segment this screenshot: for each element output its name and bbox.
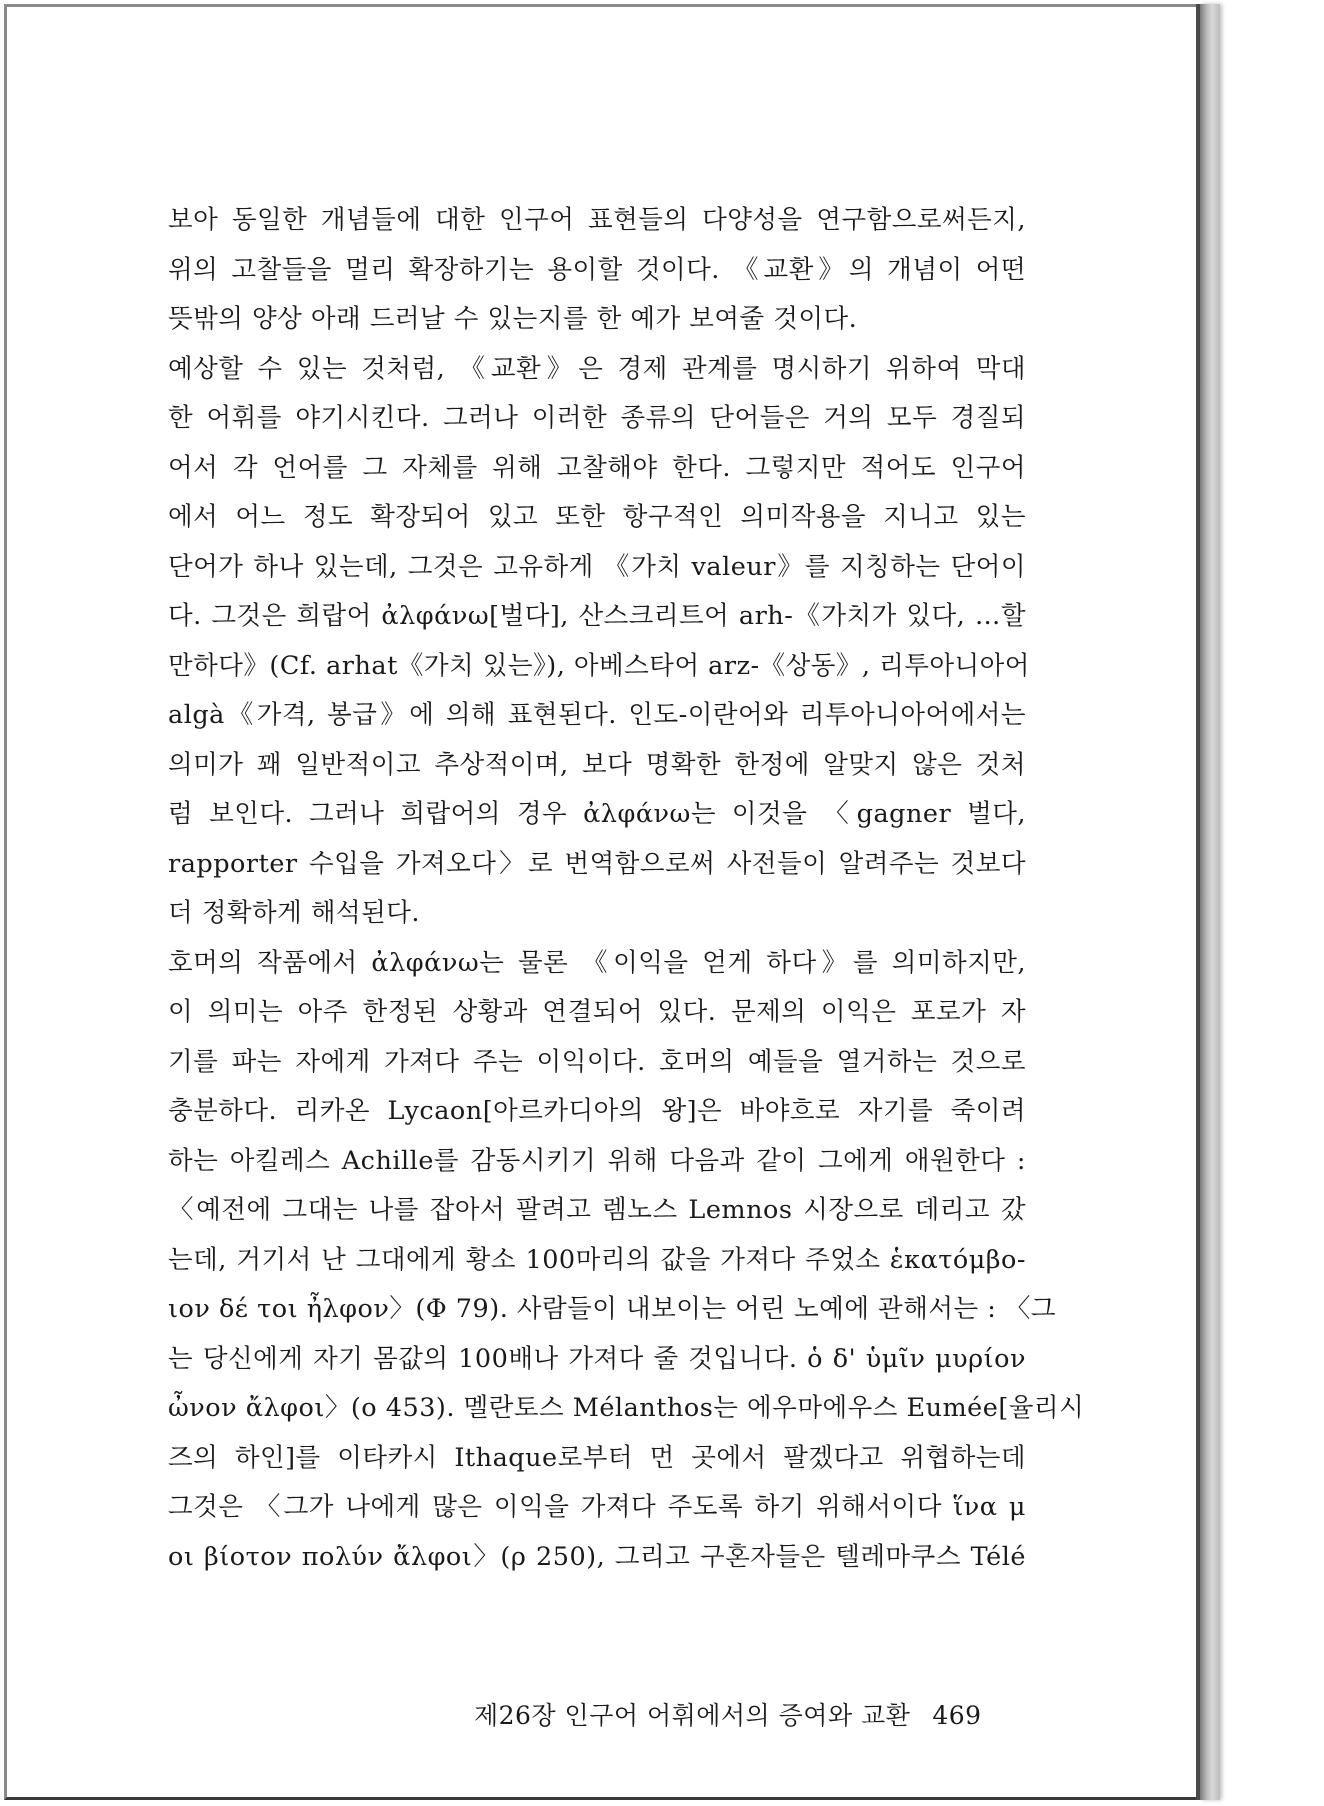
text-line: algà《가격, 봉급》에 의해 표현된다. 인도-이란어와 리투아니아어에서는 bbox=[168, 700, 1026, 730]
text-line: 뜻밖의 양상 아래 드러날 수 있는지를 한 예가 보여줄 것이다. bbox=[168, 304, 858, 334]
text-line: 이 의미는 아주 한정된 상황과 연결되어 있다. 문제의 이익은 포로가 자 bbox=[168, 997, 1026, 1027]
text-line: 에서 어느 정도 확장되어 있고 또한 항구적인 의미작용을 지니고 있는 bbox=[168, 502, 1026, 532]
text-line: 하는 아킬레스 Achille를 감동시키기 위해 다음과 같이 그에게 애원한다 : bbox=[168, 1145, 1026, 1176]
text-line: 의미가 꽤 일반적이고 추상적이며, 보다 명확한 한정에 알맞지 않은 것처 bbox=[168, 749, 1026, 780]
text-line: rapporter 수입을 가져오다〉로 번역함으로써 사전들이 알려주는 것보다 bbox=[168, 848, 1026, 879]
text-line: ιον δέ τοι ἦλφον〉(Φ 79). 사람들이 내보이는 어린 노예에 관해서는 : 〈그 bbox=[168, 1294, 1057, 1324]
text-line: 즈의 하인]를 이타카시 Ithaque로부터 먼 곳에서 팔겠다고 위협하는데 bbox=[168, 1442, 1026, 1473]
text-line: οι βίοτον πολύν ἄλφοι〉(ρ 250), 그리고 구혼자들은 텔레마쿠스 Télé bbox=[168, 1541, 1026, 1572]
page-edge bbox=[1200, 4, 1220, 1800]
text-line: 한 어휘를 야기시킨다. 그러나 이러한 종류의 단어들은 거의 모두 경질되 bbox=[168, 403, 1026, 433]
text-line: 어서 각 언어를 그 자체를 위해 고찰해야 한다. 그렇지만 적어도 인구어 bbox=[168, 452, 1026, 483]
text-line: 는 당신에게 자기 몸값의 100배나 가져다 줄 것입니다. ὁ δ' ὑμῖν μυρίον bbox=[168, 1343, 1026, 1374]
text-line: 단어가 하나 있는데, 그것은 고유하게 《가치 valeur》를 지칭하는 단어이 bbox=[168, 551, 1026, 582]
running-title: 제26장 인구어 어휘에서의 증여와 교환 bbox=[474, 1701, 911, 1730]
text-line: 위의 고찰들을 멀리 확장하기는 용이할 것이다. 《교환》의 개념이 어떤 bbox=[168, 254, 1026, 285]
text-line: 럼 보인다. 그러나 희랍어의 경우 ἀλφάνω는 이것을 〈gagner 벌다, bbox=[168, 799, 1026, 829]
text-line: 만하다》(Cf. arhat《가치 있는》), 아베스타어 arz-《상동》, 리투아니아어 bbox=[168, 650, 1030, 681]
text-line: 기를 파는 자에게 가져다 주는 이익이다. 호머의 예들을 열거하는 것으로 bbox=[168, 1046, 1026, 1077]
text-line: 호머의 작품에서 ἀλφάνω는 물론 《이익을 얻게 하다》를 의미하지만, bbox=[168, 947, 1026, 978]
body-text bbox=[168, 196, 1085, 1582]
page-footer bbox=[474, 1698, 982, 1734]
text-line: 충분하다. 리카온 Lycaon[아르카디아의 왕]은 바야흐로 자기를 죽이려 bbox=[168, 1096, 1026, 1126]
page-number: 469 bbox=[932, 1701, 982, 1730]
text-line: 는데, 거기서 난 그대에게 황소 100마리의 값을 가져다 주었소 ἑκατόμβο- bbox=[168, 1244, 1026, 1275]
text-line: 다. 그것은 희랍어 ἀλφάνω[벌다], 산스크리트어 arh-《가치가 있다, …할 bbox=[168, 601, 1026, 631]
text-line: ὦνον ἄλφοι〉(ο 453). 멜란토스 Mélanthos는 에우마에우스 Eumée[율리시 bbox=[168, 1393, 1085, 1423]
text-line: 예상할 수 있는 것처럼, 《교환》은 경제 관계를 명시하기 위하여 막대 bbox=[168, 353, 1026, 384]
text-line: 〈예전에 그대는 나를 잡아서 팔려고 렘노스 Lemnos 시장으로 데리고 갔 bbox=[168, 1195, 1026, 1225]
text-line: 그것은 〈그가 나에게 많은 이익을 가져다 주도록 하기 위해서이다 ἵνα μ bbox=[168, 1492, 1026, 1522]
text-line: 보아 동일한 개념들에 대한 인구어 표현들의 다양성을 연구함으로써든지, bbox=[168, 205, 1026, 235]
text-line: 더 정확하게 해석된다. bbox=[168, 898, 421, 928]
